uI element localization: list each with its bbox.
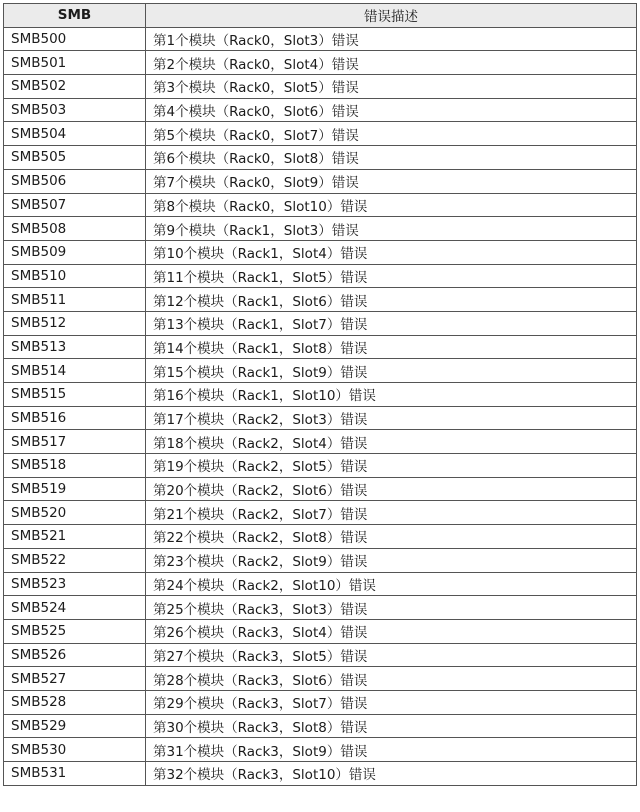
cell-smb: SMB524 — [4, 596, 146, 620]
table-row — [4, 406, 637, 430]
table-row — [4, 51, 637, 75]
table-row — [4, 75, 637, 99]
cell-smb: SMB518 — [4, 454, 146, 478]
cell-smb: SMB513 — [4, 335, 146, 359]
cell-description: 第2个模块（Rack0，Slot4）错误 — [146, 51, 637, 75]
table-row — [4, 359, 637, 383]
cell-smb: SMB529 — [4, 714, 146, 738]
cell-description: 第17个模块（Rack2，Slot3）错误 — [146, 406, 637, 430]
cell-smb: SMB523 — [4, 572, 146, 596]
table-row — [4, 27, 637, 51]
table-body — [4, 27, 637, 785]
cell-smb: SMB506 — [4, 169, 146, 193]
cell-description: 第13个模块（Rack1，Slot7）错误 — [146, 311, 637, 335]
table-row — [4, 619, 637, 643]
cell-description: 第12个模块（Rack1，Slot6）错误 — [146, 288, 637, 312]
cell-description: 第9个模块（Rack1，Slot3）错误 — [146, 217, 637, 241]
cell-smb: SMB505 — [4, 146, 146, 170]
table-row — [4, 335, 637, 359]
table-row — [4, 98, 637, 122]
cell-description: 第15个模块（Rack1，Slot9）错误 — [146, 359, 637, 383]
cell-description: 第32个模块（Rack3，Slot10）错误 — [146, 762, 637, 786]
cell-description: 第3个模块（Rack0，Slot5）错误 — [146, 75, 637, 99]
table-row — [4, 596, 637, 620]
cell-description: 第30个模块（Rack3，Slot8）错误 — [146, 714, 637, 738]
cell-smb: SMB527 — [4, 667, 146, 691]
header-smb: SMB — [4, 4, 146, 28]
cell-description: 第4个模块（Rack0，Slot6）错误 — [146, 98, 637, 122]
cell-smb: SMB519 — [4, 477, 146, 501]
cell-description: 第8个模块（Rack0，Slot10）错误 — [146, 193, 637, 217]
table-row — [4, 169, 637, 193]
cell-smb: SMB500 — [4, 27, 146, 51]
cell-smb: SMB514 — [4, 359, 146, 383]
cell-description: 第26个模块（Rack3，Slot4）错误 — [146, 619, 637, 643]
table-row — [4, 762, 637, 786]
cell-description: 第18个模块（Rack2，Slot4）错误 — [146, 430, 637, 454]
table-row — [4, 501, 637, 525]
table-row — [4, 383, 637, 407]
cell-description: 第6个模块（Rack0，Slot8）错误 — [146, 146, 637, 170]
cell-smb: SMB516 — [4, 406, 146, 430]
cell-smb: SMB525 — [4, 619, 146, 643]
cell-description: 第25个模块（Rack3，Slot3）错误 — [146, 596, 637, 620]
cell-smb: SMB531 — [4, 762, 146, 786]
cell-description: 第28个模块（Rack3，Slot6）错误 — [146, 667, 637, 691]
cell-description: 第19个模块（Rack2，Slot5）错误 — [146, 454, 637, 478]
table-row — [4, 738, 637, 762]
cell-description: 第31个模块（Rack3，Slot9）错误 — [146, 738, 637, 762]
header-row — [4, 4, 637, 28]
table-row — [4, 240, 637, 264]
smb-error-table — [3, 3, 637, 786]
table-row — [4, 264, 637, 288]
cell-smb: SMB501 — [4, 51, 146, 75]
cell-smb: SMB508 — [4, 217, 146, 241]
table-row — [4, 572, 637, 596]
cell-description: 第10个模块（Rack1，Slot4）错误 — [146, 240, 637, 264]
cell-description: 第24个模块（Rack2，Slot10）错误 — [146, 572, 637, 596]
cell-description: 第14个模块（Rack1，Slot8）错误 — [146, 335, 637, 359]
cell-description: 第27个模块（Rack3，Slot5）错误 — [146, 643, 637, 667]
cell-smb: SMB522 — [4, 548, 146, 572]
table-row — [4, 643, 637, 667]
table-row — [4, 122, 637, 146]
cell-smb: SMB512 — [4, 311, 146, 335]
cell-smb: SMB521 — [4, 525, 146, 549]
cell-smb: SMB515 — [4, 383, 146, 407]
cell-smb: SMB528 — [4, 690, 146, 714]
cell-description: 第7个模块（Rack0，Slot9）错误 — [146, 169, 637, 193]
cell-smb: SMB509 — [4, 240, 146, 264]
cell-smb: SMB502 — [4, 75, 146, 99]
table-row — [4, 454, 637, 478]
cell-smb: SMB526 — [4, 643, 146, 667]
cell-description: 第21个模块（Rack2，Slot7）错误 — [146, 501, 637, 525]
table-row — [4, 690, 637, 714]
table-row — [4, 548, 637, 572]
cell-description: 第20个模块（Rack2，Slot6）错误 — [146, 477, 637, 501]
cell-smb: SMB517 — [4, 430, 146, 454]
header-description: 错误描述 — [146, 4, 637, 28]
table-row — [4, 146, 637, 170]
table-row — [4, 311, 637, 335]
table-row — [4, 477, 637, 501]
cell-smb: SMB520 — [4, 501, 146, 525]
cell-description: 第1个模块（Rack0，Slot3）错误 — [146, 27, 637, 51]
cell-smb: SMB511 — [4, 288, 146, 312]
cell-smb: SMB530 — [4, 738, 146, 762]
cell-description: 第29个模块（Rack3，Slot7）错误 — [146, 690, 637, 714]
cell-smb: SMB510 — [4, 264, 146, 288]
table-row — [4, 193, 637, 217]
cell-smb: SMB507 — [4, 193, 146, 217]
table-row — [4, 430, 637, 454]
cell-description: 第16个模块（Rack1，Slot10）错误 — [146, 383, 637, 407]
table-row — [4, 714, 637, 738]
cell-smb: SMB504 — [4, 122, 146, 146]
table-header — [4, 4, 637, 28]
cell-smb: SMB503 — [4, 98, 146, 122]
table-row — [4, 288, 637, 312]
cell-description: 第23个模块（Rack2，Slot9）错误 — [146, 548, 637, 572]
cell-description: 第22个模块（Rack2，Slot8）错误 — [146, 525, 637, 549]
table-row — [4, 525, 637, 549]
table-row — [4, 217, 637, 241]
table-row — [4, 667, 637, 691]
cell-description: 第5个模块（Rack0，Slot7）错误 — [146, 122, 637, 146]
cell-description: 第11个模块（Rack1，Slot5）错误 — [146, 264, 637, 288]
